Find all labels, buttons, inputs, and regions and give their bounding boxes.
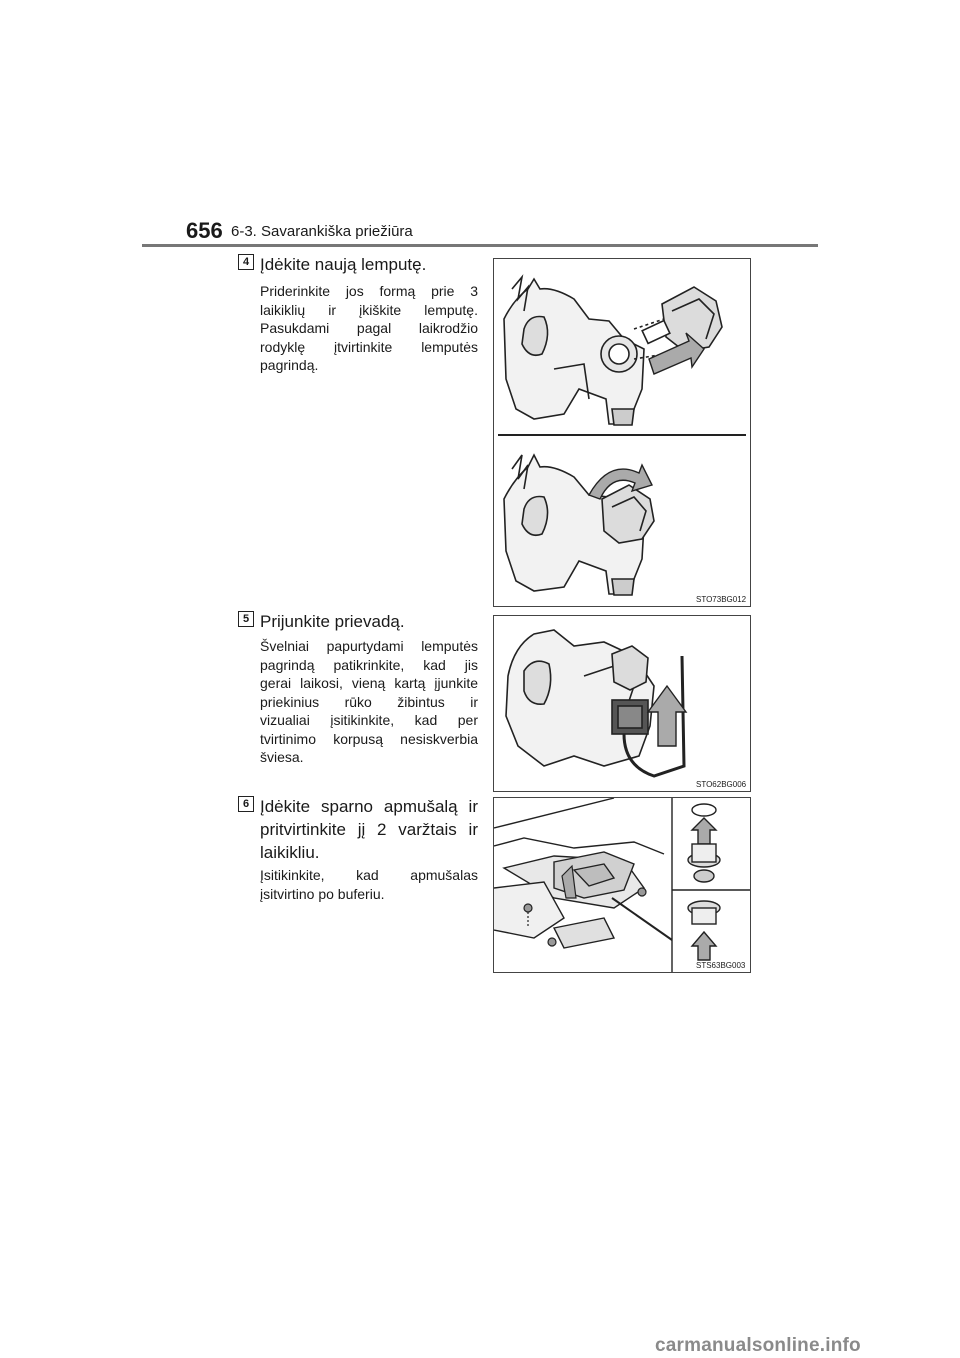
headlamp-housing-icon: [504, 277, 644, 425]
step-4-body-line: laikiklių ir įkiškite lemputę.: [260, 301, 478, 318]
step-5-body: [260, 637, 478, 767]
step-5-illustration: [494, 616, 750, 791]
step-5-title: Prijunkite prievadą.: [260, 612, 405, 631]
step-6-illustration: [494, 798, 750, 972]
step-4-body-line: pagrindą.: [260, 357, 319, 373]
step-4-title: Įdėkite naują lemputę.: [260, 255, 427, 274]
step-6-figure: [493, 797, 751, 973]
watermark: carmanualsonline.info: [655, 1335, 861, 1356]
bulb-icon: [602, 485, 654, 543]
step-6-body-line: Įsitikinkite, kad apmušalas: [260, 867, 478, 883]
step-6-title-line: pritvirtinkite jį 2 varžtais ir: [260, 820, 478, 839]
step-4-figure: [493, 258, 751, 607]
header-divider: [142, 244, 818, 247]
step-4-illustration: [494, 259, 750, 606]
step-4-body-line: Priderinkite jos formą prie 3: [260, 283, 478, 299]
step-4-body-line: rodyklę įtvirtinkite lemputės: [260, 338, 478, 355]
step-6-body-line: įsitvirtino po buferiu.: [260, 885, 385, 902]
figure-code: STO62BG006: [696, 780, 747, 789]
step-5-body-line: priekinius rūko žibintus ir: [260, 693, 478, 710]
step-5-body-line: pagrindą patikrinkite, kad jis: [260, 656, 478, 673]
fender-liner-icon: [494, 798, 672, 948]
step-4-badge: 4: [238, 254, 254, 270]
step-5-body-line: šviesa.: [260, 749, 304, 765]
figure-code: STS63BG003: [696, 961, 746, 970]
step-4-body-line: Pasukdami pagal laikrodžio: [260, 320, 478, 336]
step-6-title: [260, 795, 478, 864]
section-title: 6-3. Savarankiška priežiūra: [231, 223, 413, 240]
page-number: 656: [186, 218, 223, 243]
step-6-body: [260, 866, 478, 903]
step-5-body-line: tvirtinimo korpusą nesiskverbia: [260, 730, 478, 747]
step-5-figure: [493, 615, 751, 792]
clip-icon: [688, 804, 720, 960]
step-5-badge: 5: [238, 611, 254, 627]
step-5-body-line: Švelniai papurtydami lemputės: [260, 638, 478, 654]
step-6-title-line: Įdėkite sparno apmušalą ir: [260, 797, 478, 816]
step-5-body-line: gerai laikosi, vieną kartą įjunkite: [260, 675, 478, 691]
step-5-body-line: vizualiai įsitikinkite, kad per: [260, 712, 478, 728]
step-4-body: [260, 282, 478, 375]
figure-code: STO73BG012: [696, 595, 747, 604]
step-6-title-line: laikikliu.: [260, 843, 320, 862]
step-6-badge: 6: [238, 796, 254, 812]
